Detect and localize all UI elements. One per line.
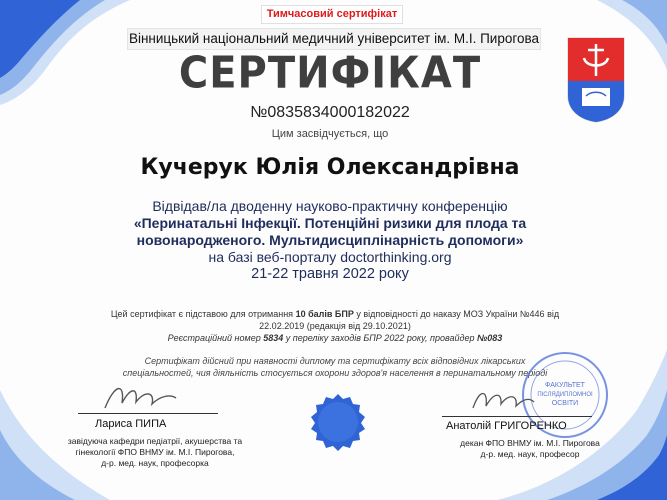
blue-seal-icon [308,392,368,452]
registration-number: 5834 [263,333,284,343]
stamp-text-top: ФАКУЛЬТЕТ [545,382,585,389]
left-signer-title-line2: гінекології ФПО ВНМУ ім. М.І. Пирогова, [75,447,235,457]
points-line3-mid: у переліку заходів БПР 2022 року, провайдер [285,333,475,343]
left-signer-title-line3: д-р. мед. наук, професорка [101,458,209,468]
right-signer-title-line2: д-р. мед. наук, професор [480,449,580,459]
points-line2: 22.02.2019 (редакція від 29.10.2021) [259,321,411,331]
university-logo-icon [566,36,626,124]
event-description [100,198,560,283]
left-signer-name: Лариса ПИПА [95,418,167,430]
points-line3-pre: Реєстраційний номер [167,333,261,343]
stamp-text-bot: ОСВІТИ [551,400,579,407]
event-topic-line2: новонародженого. Мультидисциплінарність допомоги» [136,232,524,248]
points-line1-pre: Цей сертифікат є підставою для отримання [110,309,294,319]
points-value: 10 балів БПР [295,309,354,319]
event-dates: 21-22 травня 2022 року [251,266,409,282]
right-signer-title [430,438,630,460]
recipient-name: Кучерук Юлія Олександрівна [140,155,520,180]
event-portal: на базі веб-порталу doctorthinking.org [208,249,452,265]
left-signature-line [78,413,218,414]
validity-statement [95,355,575,379]
left-signature-scribble [100,378,180,414]
stamp-text-mid: ПІСЛЯДИПЛОМНОЇ [537,392,593,398]
validity-line2: спеціальностей, чия діяльність стосується охорони здоров'я населення в перинатальному періоді [122,368,548,378]
points-statement [95,308,575,344]
left-signer-title [55,436,255,469]
university-name: Вінницький національний медичний університет ім. М.І. Пирогова [127,28,541,50]
left-signer-title-line1: завідуюча кафедри педіатрії, акушерства та [67,436,243,446]
validity-line1: Сертифікат дійсний при наявності диплому та сертифікату всіх відповідних лікарських [144,356,526,366]
certifies-text: Цим засвідчується, що [271,128,389,140]
right-signer-title-line1: декан ФПО ВНМУ ім. М.І. Пирогова [460,438,600,448]
provider-number: №083 [476,333,503,343]
bottom-left-wave-decoration [0,350,110,500]
event-topic-line1: «Перинатальні Інфекції. Потенційні ризики для плода та [133,215,527,231]
temporary-certificate-label: Тимчасовий сертифікат [261,5,403,24]
top-left-wave-decoration [0,0,130,110]
right-signature-line [442,416,592,417]
event-intro: Відвідав/ла дводенну науково-практичну конференцію [152,198,508,214]
right-signature-scribble [468,380,538,416]
certificate-title: СЕРТИФІКАТ [178,47,482,99]
points-line1-post: у відповідності до наказу МОЗ України №446 від [356,309,560,319]
right-signer-name: Анатолій ГРИГОРЕНКО [446,420,567,432]
certificate-number: №0835834000182022 [250,104,410,121]
